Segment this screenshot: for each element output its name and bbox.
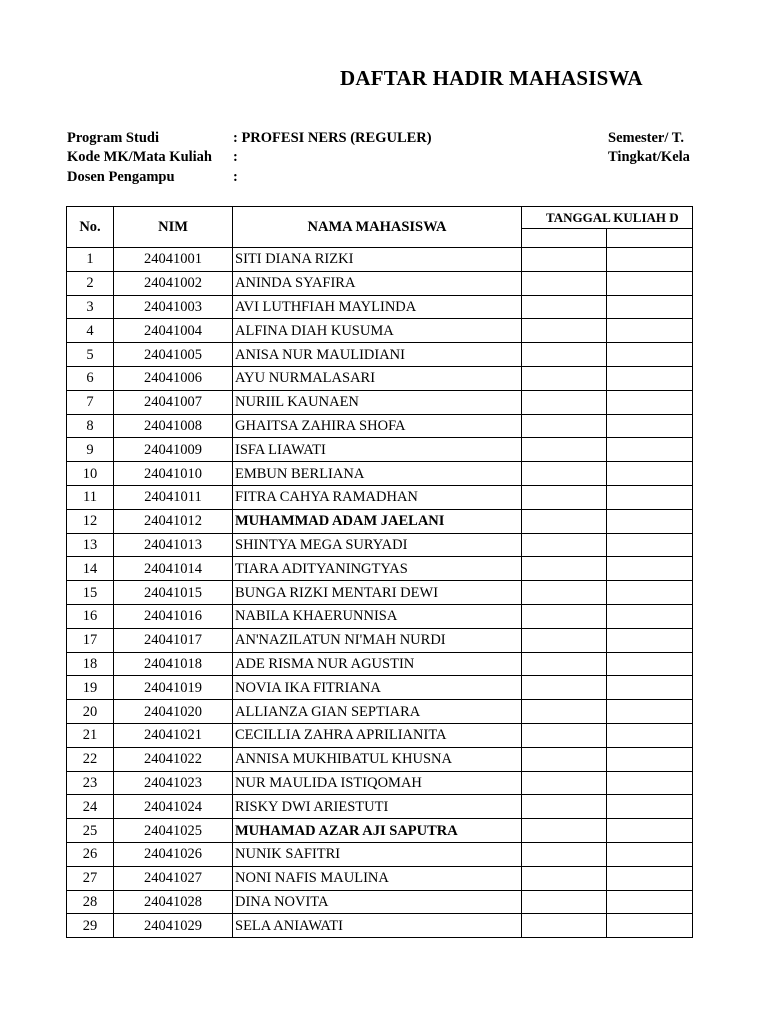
row-date-cell-2 — [607, 485, 693, 509]
dosen-label: Dosen Pengampu — [67, 169, 175, 185]
row-date-cell-2 — [607, 271, 693, 295]
row-number: 13 — [67, 533, 114, 557]
row-student-name: NUNIK SAFITRI — [233, 842, 522, 866]
row-date-cell-1 — [522, 295, 607, 319]
row-nim: 24041024 — [114, 795, 233, 819]
table-row — [67, 914, 693, 938]
row-student-name: AYU NURMALASARI — [233, 366, 522, 390]
row-date-cell-2 — [607, 842, 693, 866]
kode-mk-label: Kode MK/Mata Kuliah — [67, 149, 212, 165]
row-nim: 24041026 — [114, 842, 233, 866]
table-row — [67, 271, 693, 295]
row-number: 15 — [67, 581, 114, 605]
row-nim: 24041019 — [114, 676, 233, 700]
row-student-name: ALLIANZA GIAN SEPTIARA — [233, 700, 522, 724]
row-student-name: NURIIL KAUNAEN — [233, 390, 522, 414]
table-row — [67, 319, 693, 343]
row-date-cell-1 — [522, 914, 607, 938]
table-row — [67, 509, 693, 533]
row-date-cell-1 — [522, 414, 607, 438]
row-number: 6 — [67, 366, 114, 390]
semester-label: Semester/ T. — [608, 130, 684, 146]
row-date-cell-1 — [522, 509, 607, 533]
row-date-cell-2 — [607, 747, 693, 771]
date-column-1 — [522, 228, 607, 247]
row-date-cell-1 — [522, 676, 607, 700]
row-nim: 24041007 — [114, 390, 233, 414]
row-student-name: DINA NOVITA — [233, 890, 522, 914]
table-body — [67, 248, 693, 938]
row-number: 2 — [67, 271, 114, 295]
table-row — [67, 295, 693, 319]
row-student-name: EMBUN BERLIANA — [233, 462, 522, 486]
table-row — [67, 248, 693, 272]
row-number: 4 — [67, 319, 114, 343]
row-student-name: NABILA KHAERUNNISA — [233, 604, 522, 628]
row-date-cell-2 — [607, 462, 693, 486]
row-date-cell-1 — [522, 248, 607, 272]
header-nim: NIM — [114, 207, 233, 248]
table-row — [67, 723, 693, 747]
table-row — [67, 676, 693, 700]
table-row — [67, 414, 693, 438]
row-nim: 24041005 — [114, 343, 233, 367]
row-date-cell-2 — [607, 628, 693, 652]
row-number: 16 — [67, 604, 114, 628]
row-number: 29 — [67, 914, 114, 938]
row-date-cell-2 — [607, 581, 693, 605]
row-nim: 24041013 — [114, 533, 233, 557]
date-column-2 — [607, 228, 693, 247]
row-date-cell-2 — [607, 652, 693, 676]
row-number: 18 — [67, 652, 114, 676]
table-row — [67, 747, 693, 771]
row-date-cell-1 — [522, 819, 607, 843]
row-nim: 24041018 — [114, 652, 233, 676]
table-row — [67, 842, 693, 866]
table-row — [67, 604, 693, 628]
row-date-cell-1 — [522, 438, 607, 462]
row-number: 1 — [67, 248, 114, 272]
header-dates: TANGGAL KULIAH D — [522, 207, 693, 229]
row-number: 24 — [67, 795, 114, 819]
row-date-cell-1 — [522, 485, 607, 509]
row-nim: 24041016 — [114, 604, 233, 628]
table-row — [67, 462, 693, 486]
row-student-name: ANINDA SYAFIRA — [233, 271, 522, 295]
row-number: 17 — [67, 628, 114, 652]
program-studi-value: : PROFESI NERS (REGULER) — [233, 130, 432, 146]
row-date-cell-1 — [522, 866, 607, 890]
row-student-name: GHAITSA ZAHIRA SHOFA — [233, 414, 522, 438]
row-date-cell-1 — [522, 771, 607, 795]
row-number: 26 — [67, 842, 114, 866]
row-date-cell-2 — [607, 438, 693, 462]
row-nim: 24041015 — [114, 581, 233, 605]
row-date-cell-1 — [522, 842, 607, 866]
row-nim: 24041012 — [114, 509, 233, 533]
row-student-name: BUNGA RIZKI MENTARI DEWI — [233, 581, 522, 605]
row-date-cell-1 — [522, 343, 607, 367]
row-number: 5 — [67, 343, 114, 367]
row-date-cell-1 — [522, 604, 607, 628]
row-nim: 24041027 — [114, 866, 233, 890]
row-date-cell-2 — [607, 890, 693, 914]
row-date-cell-2 — [607, 319, 693, 343]
row-nim: 24041017 — [114, 628, 233, 652]
row-number: 9 — [67, 438, 114, 462]
row-number: 12 — [67, 509, 114, 533]
row-student-name: SELA ANIAWATI — [233, 914, 522, 938]
row-date-cell-2 — [607, 723, 693, 747]
row-date-cell-1 — [522, 747, 607, 771]
row-student-name: NUR MAULIDA ISTIQOMAH — [233, 771, 522, 795]
row-number: 25 — [67, 819, 114, 843]
table-row — [67, 438, 693, 462]
row-date-cell-1 — [522, 390, 607, 414]
row-student-name: MUHAMMAD ADAM JAELANI — [233, 509, 522, 533]
row-date-cell-2 — [607, 795, 693, 819]
row-date-cell-1 — [522, 723, 607, 747]
table-row — [67, 890, 693, 914]
tingkat-label: Tingkat/Kela — [608, 149, 690, 165]
row-date-cell-2 — [607, 557, 693, 581]
row-date-cell-2 — [607, 533, 693, 557]
table-row — [67, 343, 693, 367]
row-nim: 24041021 — [114, 723, 233, 747]
row-student-name: MUHAMAD AZAR AJI SAPUTRA — [233, 819, 522, 843]
table-row — [67, 390, 693, 414]
row-number: 28 — [67, 890, 114, 914]
page-edge-clip — [693, 0, 768, 1024]
row-date-cell-1 — [522, 533, 607, 557]
row-date-cell-2 — [607, 366, 693, 390]
header-no: No. — [67, 207, 114, 248]
table-row — [67, 771, 693, 795]
row-date-cell-2 — [607, 700, 693, 724]
row-date-cell-2 — [607, 248, 693, 272]
row-nim: 24041009 — [114, 438, 233, 462]
table-row — [67, 557, 693, 581]
row-date-cell-2 — [607, 295, 693, 319]
row-date-cell-1 — [522, 628, 607, 652]
table-row — [67, 700, 693, 724]
attendance-table — [66, 206, 693, 938]
row-date-cell-1 — [522, 795, 607, 819]
row-number: 23 — [67, 771, 114, 795]
table-row — [67, 866, 693, 890]
program-studi-label: Program Studi — [67, 130, 159, 146]
row-student-name: SITI DIANA RIZKI — [233, 248, 522, 272]
row-student-name: SHINTYA MEGA SURYADI — [233, 533, 522, 557]
row-nim: 24041025 — [114, 819, 233, 843]
table-row — [67, 819, 693, 843]
row-student-name: CECILLIA ZAHRA APRILIANITA — [233, 723, 522, 747]
row-date-cell-2 — [607, 509, 693, 533]
row-number: 7 — [67, 390, 114, 414]
row-number: 14 — [67, 557, 114, 581]
row-student-name: ANISA NUR MAULIDIANI — [233, 343, 522, 367]
row-nim: 24041028 — [114, 890, 233, 914]
row-student-name: FITRA CAHYA RAMADHAN — [233, 485, 522, 509]
table-row — [67, 581, 693, 605]
row-nim: 24041029 — [114, 914, 233, 938]
kode-mk-value: : — [233, 149, 238, 165]
row-date-cell-2 — [607, 819, 693, 843]
row-date-cell-1 — [522, 319, 607, 343]
row-number: 19 — [67, 676, 114, 700]
row-student-name: ADE RISMA NUR AGUSTIN — [233, 652, 522, 676]
row-date-cell-1 — [522, 700, 607, 724]
row-nim: 24041010 — [114, 462, 233, 486]
table-row — [67, 628, 693, 652]
row-date-cell-2 — [607, 343, 693, 367]
row-date-cell-1 — [522, 271, 607, 295]
row-date-cell-2 — [607, 914, 693, 938]
row-nim: 24041008 — [114, 414, 233, 438]
row-nim: 24041004 — [114, 319, 233, 343]
row-student-name: RISKY DWI ARIESTUTI — [233, 795, 522, 819]
row-student-name: AVI LUTHFIAH MAYLINDA — [233, 295, 522, 319]
dosen-value: : — [233, 169, 238, 185]
row-date-cell-2 — [607, 771, 693, 795]
row-date-cell-2 — [607, 414, 693, 438]
row-number: 11 — [67, 485, 114, 509]
row-student-name: AN'NAZILATUN NI'MAH NURDI — [233, 628, 522, 652]
row-date-cell-2 — [607, 390, 693, 414]
row-number: 10 — [67, 462, 114, 486]
page-title: DAFTAR HADIR MAHASISWA — [340, 66, 643, 90]
row-number: 22 — [67, 747, 114, 771]
row-nim: 24041022 — [114, 747, 233, 771]
row-student-name: NOVIA IKA FITRIANA — [233, 676, 522, 700]
row-student-name: NONI NAFIS MAULINA — [233, 866, 522, 890]
row-number: 27 — [67, 866, 114, 890]
row-date-cell-1 — [522, 557, 607, 581]
row-student-name: ANNISA MUKHIBATUL KHUSNA — [233, 747, 522, 771]
table-row — [67, 485, 693, 509]
row-number: 21 — [67, 723, 114, 747]
row-date-cell-1 — [522, 581, 607, 605]
row-date-cell-1 — [522, 462, 607, 486]
row-nim: 24041011 — [114, 485, 233, 509]
row-nim: 24041020 — [114, 700, 233, 724]
table-row — [67, 795, 693, 819]
row-number: 3 — [67, 295, 114, 319]
row-date-cell-1 — [522, 366, 607, 390]
row-number: 20 — [67, 700, 114, 724]
table-row — [67, 366, 693, 390]
row-date-cell-2 — [607, 604, 693, 628]
row-nim: 24041006 — [114, 366, 233, 390]
row-number: 8 — [67, 414, 114, 438]
row-student-name: TIARA ADITYANINGTYAS — [233, 557, 522, 581]
row-nim: 24041003 — [114, 295, 233, 319]
row-nim: 24041002 — [114, 271, 233, 295]
table-row — [67, 652, 693, 676]
row-date-cell-2 — [607, 676, 693, 700]
row-nim: 24041023 — [114, 771, 233, 795]
header-name: NAMA MAHASISWA — [233, 207, 522, 248]
table-row — [67, 533, 693, 557]
row-student-name: ALFINA DIAH KUSUMA — [233, 319, 522, 343]
row-date-cell-2 — [607, 866, 693, 890]
row-nim: 24041014 — [114, 557, 233, 581]
row-date-cell-1 — [522, 652, 607, 676]
row-date-cell-1 — [522, 890, 607, 914]
row-nim: 24041001 — [114, 248, 233, 272]
row-student-name: ISFA LIAWATI — [233, 438, 522, 462]
